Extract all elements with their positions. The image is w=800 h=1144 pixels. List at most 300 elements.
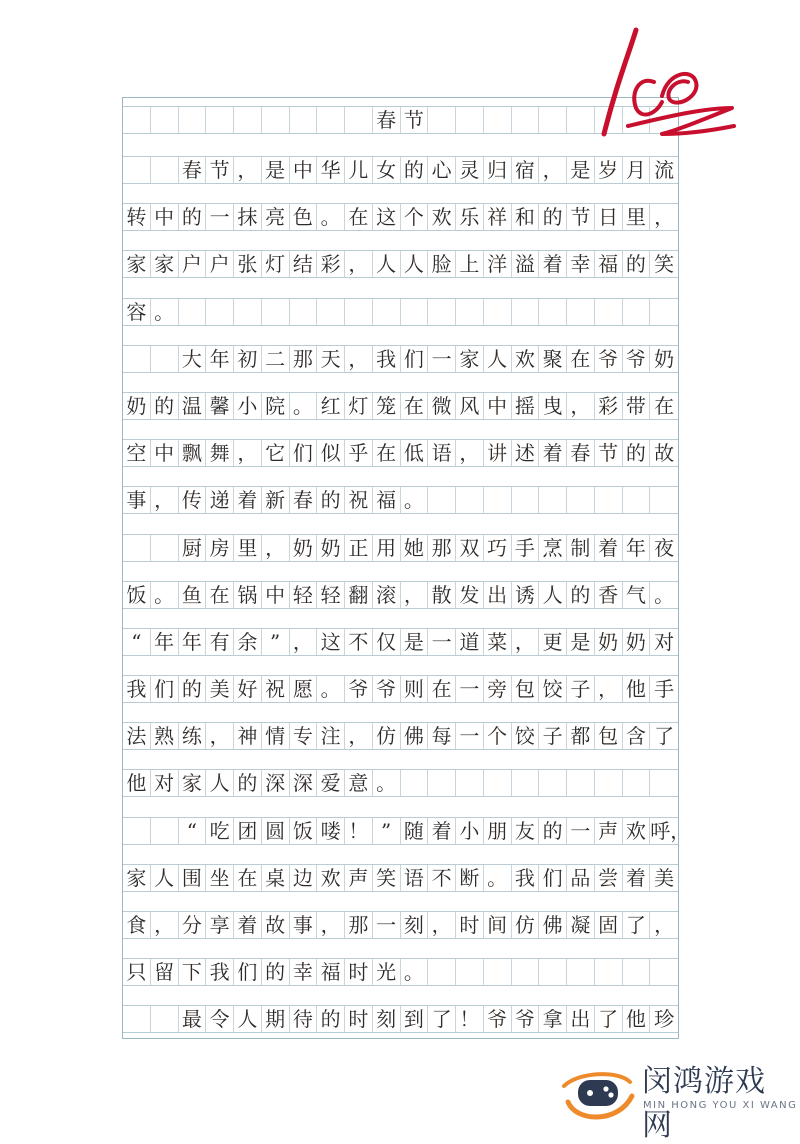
grid-cell: 似 xyxy=(317,440,345,466)
grid-cell: 溢 xyxy=(512,251,540,277)
grid-cell: ， xyxy=(595,676,623,702)
grid-cell: 个 xyxy=(484,723,512,749)
grid-cell: 了 xyxy=(623,912,651,938)
grid-cell xyxy=(373,299,401,325)
grid-cell: ， xyxy=(567,393,595,419)
grid-cell: 翻 xyxy=(345,582,373,608)
grid-cell xyxy=(567,107,595,133)
grid-cell: 的 xyxy=(317,1006,345,1032)
grid-cell: 着 xyxy=(539,251,567,277)
essay-row xyxy=(123,958,678,986)
grid-cell: 洋 xyxy=(484,251,512,277)
grid-cell: 岁 xyxy=(595,157,623,183)
grid-cell xyxy=(512,299,540,325)
grid-cell: 拿 xyxy=(539,1006,567,1032)
grid-cell: 年 xyxy=(623,535,651,561)
grid-cell: 坐 xyxy=(206,865,234,891)
grid-cell: 期 xyxy=(262,1006,290,1032)
grid-cell: 爷 xyxy=(595,346,623,372)
grid-cell: 春 xyxy=(179,157,207,183)
grid-cell: 固 xyxy=(595,912,623,938)
essay-row xyxy=(123,675,678,703)
grid-cell xyxy=(623,770,651,796)
grid-cell: 制 xyxy=(567,535,595,561)
grid-cell: 练 xyxy=(179,723,207,749)
essay-row xyxy=(123,250,678,278)
grid-cell: 飘 xyxy=(179,440,207,466)
grid-cell xyxy=(234,299,262,325)
grid-cell xyxy=(484,770,512,796)
grid-cell: 月 xyxy=(623,157,651,183)
grid-cell: 断 xyxy=(456,865,484,891)
grid-cell: 里 xyxy=(234,535,262,561)
grid-cell: 饭 xyxy=(123,582,151,608)
grid-cell: ！ xyxy=(456,1006,484,1032)
grid-cell: 户 xyxy=(179,251,207,277)
grid-cell: ， xyxy=(234,440,262,466)
grid-cell xyxy=(123,346,151,372)
grid-cell: 厨 xyxy=(179,535,207,561)
grid-cell: 容 xyxy=(123,299,151,325)
grid-cell: 朋 xyxy=(484,818,512,844)
grid-cell xyxy=(484,107,512,133)
grid-cell xyxy=(456,770,484,796)
grid-cell: ， xyxy=(234,157,262,183)
grid-cell: 温 xyxy=(179,393,207,419)
grid-cell: 佛 xyxy=(401,723,429,749)
grid-cell: 们 xyxy=(401,346,429,372)
grid-cell: 美 xyxy=(654,866,675,890)
grid-cell: 了 xyxy=(654,724,675,748)
grid-cell: ， xyxy=(539,157,567,183)
grid-cell: 吃 xyxy=(206,818,234,844)
grid-cell xyxy=(595,299,623,325)
grid-cell: 诱 xyxy=(512,582,540,608)
grid-cell: 在 xyxy=(428,676,456,702)
grid-cell xyxy=(206,107,234,133)
grid-cell: 夜 xyxy=(654,536,675,560)
grid-cell xyxy=(539,299,567,325)
grid-cell: ， xyxy=(654,205,675,229)
grid-cell: 宿 xyxy=(512,157,540,183)
grid-cell: 馨 xyxy=(206,393,234,419)
grid-cell: 香 xyxy=(595,582,623,608)
grid-cell: 我 xyxy=(123,676,151,702)
grid-cell xyxy=(290,107,318,133)
grid-cell: ， xyxy=(345,346,373,372)
grid-cell: 一 xyxy=(428,346,456,372)
grid-cell: 欢 xyxy=(428,204,456,230)
grid-cell xyxy=(650,959,678,985)
grid-cell: 我 xyxy=(206,959,234,985)
grid-cell: 每 xyxy=(428,723,456,749)
grid-cell: 佛 xyxy=(539,912,567,938)
grid-cell xyxy=(290,299,318,325)
grid-cell xyxy=(623,487,651,513)
grid-cell xyxy=(650,299,678,325)
grid-cell: 享 xyxy=(206,912,234,938)
grid-cell: 一 xyxy=(206,204,234,230)
grid-cell xyxy=(512,959,540,985)
grid-cell: 个 xyxy=(401,204,429,230)
grid-cell xyxy=(262,107,290,133)
grid-cell: 子 xyxy=(567,676,595,702)
essay-paper xyxy=(122,97,691,1039)
grid-cell: 我 xyxy=(373,346,401,372)
grid-cell: 友 xyxy=(512,818,540,844)
grid-cell: 述 xyxy=(512,440,540,466)
grid-cell: 意 xyxy=(345,770,373,796)
grid-cell: 奶 xyxy=(317,535,345,561)
grid-cell: 福 xyxy=(317,959,345,985)
grid-cell: 呼， xyxy=(650,819,691,843)
grid-cell: 余 xyxy=(234,629,262,655)
grid-cell: 那 xyxy=(345,912,373,938)
grid-cell: 们 xyxy=(290,440,318,466)
grid-cell: 子 xyxy=(539,723,567,749)
essay-row xyxy=(123,817,691,845)
grid-cell: 中 xyxy=(262,582,290,608)
grid-cell: 在 xyxy=(206,582,234,608)
grid-cell: 院 xyxy=(262,393,290,419)
grid-cell xyxy=(179,107,207,133)
grid-cell: 抹 xyxy=(234,204,262,230)
grid-cell: 圆 xyxy=(262,818,290,844)
grid-cell: 人 xyxy=(484,346,512,372)
grid-cell: 年 xyxy=(179,629,207,655)
grid-cell xyxy=(484,487,512,513)
grid-cell: ， xyxy=(151,487,179,513)
grid-cell xyxy=(401,770,429,796)
grid-cell: 人 xyxy=(373,251,401,277)
grid-cell: 更 xyxy=(539,629,567,655)
grid-cell: 声 xyxy=(595,818,623,844)
grid-cell: 大 xyxy=(179,346,207,372)
grid-cell: 在 xyxy=(567,346,595,372)
gamepad-orbit-logo-icon xyxy=(560,1052,640,1132)
grid-cell: 那 xyxy=(428,535,456,561)
grid-cell xyxy=(428,770,456,796)
grid-cell: 的 xyxy=(623,251,651,277)
grid-cell xyxy=(317,107,345,133)
grid-cell: 时 xyxy=(345,959,373,985)
grid-cell: 是 xyxy=(567,629,595,655)
grid-cell: 最 xyxy=(179,1006,207,1032)
grid-cell: 深 xyxy=(262,770,290,796)
grid-cell: 春 xyxy=(567,440,595,466)
grid-cell: 手 xyxy=(512,535,540,561)
grid-cell: ， xyxy=(317,912,345,938)
grid-cell: 的 xyxy=(317,487,345,513)
grid-cell: “ xyxy=(179,818,207,844)
grid-cell: 散 xyxy=(428,582,456,608)
grid-cell xyxy=(512,770,540,796)
grid-cell: ， xyxy=(345,251,373,277)
grid-cell xyxy=(512,487,540,513)
grid-cell: 红 xyxy=(317,393,345,419)
grid-cell: 的 xyxy=(151,393,179,419)
grid-cell xyxy=(151,1006,179,1032)
grid-cell: 人 xyxy=(401,251,429,277)
grid-cell: 正 xyxy=(345,535,373,561)
grid-cell: 递 xyxy=(206,487,234,513)
grid-cell: 空 xyxy=(123,440,151,466)
grid-cell: 仅 xyxy=(373,629,401,655)
grid-cell: 幸 xyxy=(567,251,595,277)
grid-cell: 时 xyxy=(456,912,484,938)
grid-cell: 爷 xyxy=(484,1006,512,1032)
grid-cell xyxy=(650,770,678,796)
grid-cell xyxy=(456,107,484,133)
essay-row xyxy=(123,345,678,373)
grid-cell: 奶 xyxy=(290,535,318,561)
grid-cell xyxy=(151,107,179,133)
grid-cell: ， xyxy=(206,723,234,749)
grid-cell: 福 xyxy=(373,487,401,513)
grid-cell: 幸 xyxy=(290,959,318,985)
grid-cell: 华 xyxy=(317,157,345,183)
grid-cell: 对 xyxy=(654,630,675,654)
grid-cell: 他 xyxy=(623,1006,651,1032)
grid-cell: ， xyxy=(428,912,456,938)
grid-cell xyxy=(123,535,151,561)
grid-cell: 间 xyxy=(484,912,512,938)
grid-cell: 们 xyxy=(539,865,567,891)
grid-cell xyxy=(123,157,151,183)
grid-cell: 令 xyxy=(206,1006,234,1032)
grid-cell: 出 xyxy=(484,582,512,608)
grid-cell: 儿 xyxy=(345,157,373,183)
grid-cell: 故 xyxy=(654,441,675,465)
grid-cell: 美 xyxy=(206,676,234,702)
grid-cell: 的 xyxy=(623,440,651,466)
essay-row xyxy=(123,203,678,231)
grid-cell: 祝 xyxy=(262,676,290,702)
grid-cell: ” xyxy=(262,629,290,655)
grid-cell xyxy=(151,535,179,561)
grid-cell: 上 xyxy=(456,251,484,277)
grid-cell: 曳 xyxy=(539,393,567,419)
grid-cell: 到 xyxy=(401,1006,429,1032)
grid-cell: 人 xyxy=(539,582,567,608)
grid-cell: ， xyxy=(290,629,318,655)
grid-cell: 。 xyxy=(373,770,401,796)
grid-cell: 锅 xyxy=(234,582,262,608)
grid-cell: 家 xyxy=(123,251,151,277)
grid-cell: 转 xyxy=(123,204,151,230)
grid-cell: 节 xyxy=(595,440,623,466)
grid-cell: 故 xyxy=(262,912,290,938)
grid-cell: ， xyxy=(262,535,290,561)
watermark-name: 闵鸿游戏网 xyxy=(642,1064,766,1143)
essay-row xyxy=(123,628,678,656)
grid-cell: 爱 xyxy=(317,770,345,796)
grid-cell: 新 xyxy=(262,487,290,513)
watermark-subtitle: MIN HONG YOU XI WANG xyxy=(643,1100,798,1111)
grid-cell: 们 xyxy=(151,676,179,702)
grid-cell: 爷 xyxy=(512,1006,540,1032)
grid-cell: 菜 xyxy=(484,629,512,655)
grid-cell: 气 xyxy=(623,582,651,608)
grid-cell: 刻 xyxy=(373,1006,401,1032)
grid-cell: 彩 xyxy=(595,393,623,419)
grid-cell: 法 xyxy=(123,723,151,749)
grid-cell: 光 xyxy=(373,959,401,985)
grid-cell xyxy=(595,770,623,796)
essay-row xyxy=(123,439,678,467)
grid-cell: 的 xyxy=(179,676,207,702)
essay-row xyxy=(123,298,678,326)
grid-cell: 流 xyxy=(654,158,675,182)
grid-cell: 日 xyxy=(595,204,623,230)
grid-cell: 节 xyxy=(401,107,429,133)
grid-cell: 饭 xyxy=(290,818,318,844)
grid-cell: 道 xyxy=(456,629,484,655)
essay-row xyxy=(123,486,678,514)
grid-cell: 他 xyxy=(623,676,651,702)
grid-cell: 春 xyxy=(373,107,401,133)
grid-cell: 祥 xyxy=(484,204,512,230)
grid-cell: 尝 xyxy=(595,865,623,891)
grid-cell: ， xyxy=(512,629,540,655)
grid-cell: 低 xyxy=(401,440,429,466)
grid-cell xyxy=(401,299,429,325)
grid-cell: 饺 xyxy=(512,723,540,749)
grid-cell: 灯 xyxy=(262,251,290,277)
grid-cell xyxy=(428,107,456,133)
grid-cell: 结 xyxy=(290,251,318,277)
grid-cell: 。 xyxy=(290,393,318,419)
site-watermark xyxy=(560,1052,798,1143)
essay-row xyxy=(123,864,678,892)
grid-cell: 风 xyxy=(456,393,484,419)
grid-cell: 在 xyxy=(373,440,401,466)
grid-cell xyxy=(623,299,651,325)
grid-cell: 二 xyxy=(262,346,290,372)
grid-cell: 奶 xyxy=(654,347,675,371)
grid-cell: 包 xyxy=(595,723,623,749)
grid-cell: 们 xyxy=(234,959,262,985)
grid-cell xyxy=(317,299,345,325)
grid-cell: 欢 xyxy=(512,346,540,372)
grid-cell: 彩 xyxy=(317,251,345,277)
grid-cell: 年 xyxy=(151,629,179,655)
grid-cell: 珍 xyxy=(654,1007,675,1031)
grid-cell: 人 xyxy=(151,865,179,891)
grid-cell: 下 xyxy=(179,959,207,985)
grid-cell: 他 xyxy=(123,770,151,796)
grid-cell: 喽 xyxy=(317,818,345,844)
grid-cell: 。 xyxy=(401,959,429,985)
grid-cell: 女 xyxy=(373,157,401,183)
grid-cell: 她 xyxy=(401,535,429,561)
grid-cell: 着 xyxy=(428,818,456,844)
grid-cell: 有 xyxy=(206,629,234,655)
grid-cell xyxy=(234,107,262,133)
grid-cell xyxy=(650,487,678,513)
grid-cell: 着 xyxy=(234,912,262,938)
grid-cell xyxy=(595,487,623,513)
grid-cell: 饺 xyxy=(539,676,567,702)
grid-cell: 手 xyxy=(654,677,675,701)
grid-cell: 围 xyxy=(179,865,207,891)
grid-cell: 。 xyxy=(317,676,345,702)
grid-cell: 。 xyxy=(401,487,429,513)
grid-cell xyxy=(151,157,179,183)
grid-cell xyxy=(539,107,567,133)
grid-cell: 的 xyxy=(539,204,567,230)
grid-cell xyxy=(345,107,373,133)
grid-cell: 一 xyxy=(567,818,595,844)
grid-cell: 乐 xyxy=(456,204,484,230)
grid-cell: 一 xyxy=(428,629,456,655)
grid-cell: 一 xyxy=(456,723,484,749)
grid-cell: 一 xyxy=(456,676,484,702)
grid-cell: 心 xyxy=(428,157,456,183)
grid-cell: 轻 xyxy=(290,582,318,608)
grid-cell: 团 xyxy=(234,818,262,844)
grid-cell: 情 xyxy=(262,723,290,749)
essay-row xyxy=(123,392,678,420)
essay-row xyxy=(123,534,678,562)
grid-cell: 不 xyxy=(428,865,456,891)
grid-cell: 好 xyxy=(234,676,262,702)
grid-cell: 是 xyxy=(401,629,429,655)
grid-cell: 凝 xyxy=(567,912,595,938)
grid-cell: 家 xyxy=(179,770,207,796)
grid-cell: 烹 xyxy=(539,535,567,561)
grid-cell: 是 xyxy=(567,157,595,183)
grid-cell: 爷 xyxy=(345,676,373,702)
grid-cell: ， xyxy=(401,582,429,608)
grid-cell: 着 xyxy=(234,487,262,513)
grid-cell: ， xyxy=(151,912,179,938)
grid-cell: 小 xyxy=(234,393,262,419)
grid-cell: 语 xyxy=(401,865,429,891)
grid-cell xyxy=(567,959,595,985)
grid-cell: 熟 xyxy=(151,723,179,749)
grid-cell: 在 xyxy=(234,865,262,891)
grid-cell: 归 xyxy=(484,157,512,183)
grid-cell xyxy=(428,959,456,985)
essay-row xyxy=(123,1005,678,1033)
grid-cell: 在 xyxy=(654,394,675,418)
essay-row xyxy=(123,722,678,750)
grid-cell: 神 xyxy=(234,723,262,749)
grid-cell xyxy=(539,770,567,796)
grid-cell: ！ xyxy=(345,818,373,844)
grid-cell xyxy=(539,959,567,985)
grid-cell: 深 xyxy=(290,770,318,796)
grid-cell: 滚 xyxy=(373,582,401,608)
grid-cell: “ xyxy=(123,629,151,655)
grid-cell: ， xyxy=(345,723,373,749)
grid-cell: 初 xyxy=(234,346,262,372)
grid-cell: 笑 xyxy=(654,252,675,276)
essay-row xyxy=(123,581,678,609)
grid-cell: 时 xyxy=(345,1006,373,1032)
grid-cell: 鱼 xyxy=(179,582,207,608)
grid-cell: 。 xyxy=(484,865,512,891)
grid-cell: 的 xyxy=(567,582,595,608)
grid-cell xyxy=(456,959,484,985)
grid-cell: 带 xyxy=(623,393,651,419)
grid-cell xyxy=(179,299,207,325)
grid-cell: 愿 xyxy=(290,676,318,702)
grid-cell: 微 xyxy=(428,393,456,419)
grid-cell: 不 xyxy=(345,629,373,655)
grid-cell: 含 xyxy=(623,723,651,749)
